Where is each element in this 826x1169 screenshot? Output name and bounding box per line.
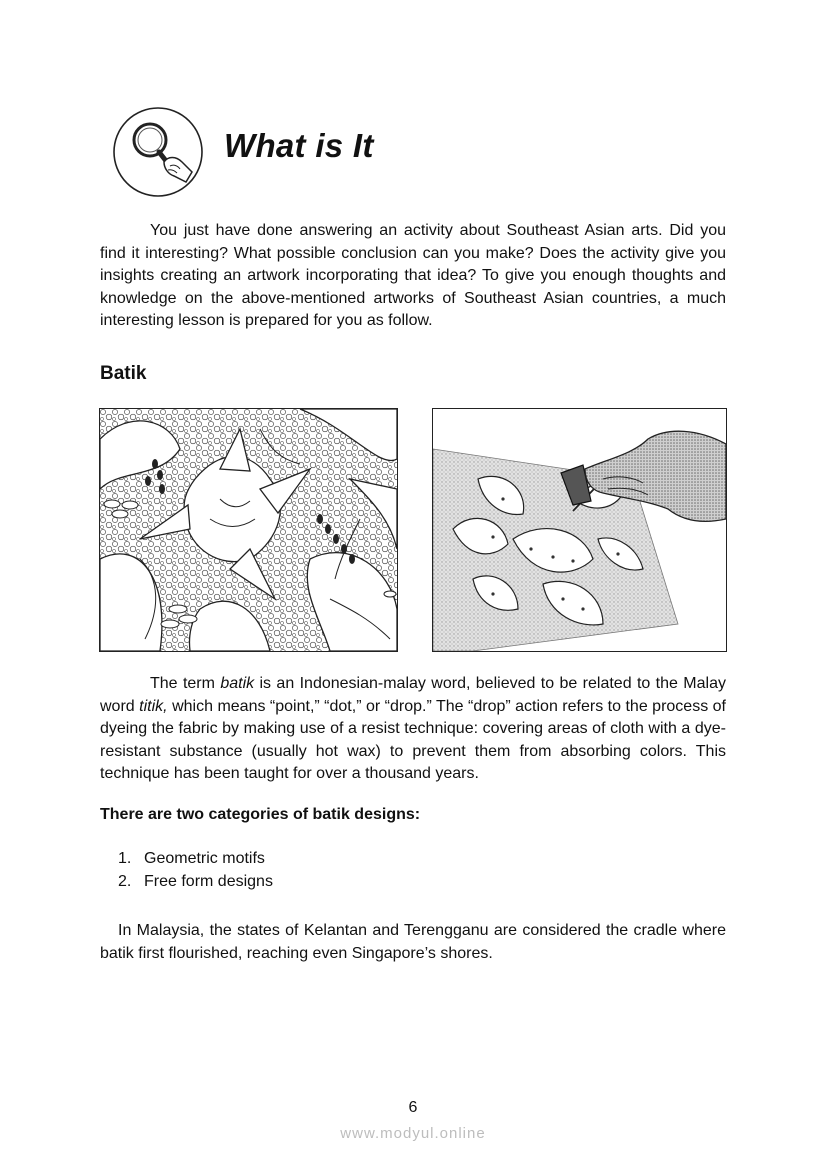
- definition-text-end: which means “point,” “dot,” or “drop.” The “drop” action refers to the process of dyeing the fabric by making use of a resist technique: covering areas of cloth with a dye-resistant substance (usually hot wax) to prevent them from absorbing colors. This technique has been taught for over a thousand years.: [100, 697, 727, 782]
- malaysia-paragraph: In Malaysia, the states of Kelantan and Terengganu are considered the cradle where batik first flourished, reaching even Singapore’s shores.: [100, 922, 726, 962]
- batik-definition-paragraph: [100, 673, 726, 786]
- page-number: 6: [408, 1099, 418, 1116]
- watermark: www.modyul.online: [340, 1125, 486, 1142]
- intro-paragraph: You just have done answering an activity about Southeast Asian arts. Did you find it interesting? What possible conclusion can you make? Does the activity give you insights creating an artwork incorporating that idea? To give you enough thoughts and knowledge on the above-mentioned artworks of Southeast Asian countries, a much interesting lesson is prepared for you as follow.: [100, 222, 726, 329]
- term-titik: titik,: [139, 697, 168, 715]
- term-batik: batik: [220, 675, 255, 692]
- list-item: [118, 873, 273, 891]
- batik-heading: Batik: [100, 363, 147, 384]
- definition-text-middle: is an Indonesian-malay word, believed to be related to the Malay word: [100, 675, 726, 715]
- list-item-number: 1.: [118, 850, 132, 867]
- categories-heading: There are two categories of batik designs:: [100, 806, 421, 823]
- definition-text-start: The term: [150, 675, 221, 692]
- magnifying-glass-hand-icon: [112, 106, 204, 198]
- list-item-label: Geometric motifs: [144, 850, 265, 867]
- list-item-number: 2.: [118, 873, 132, 890]
- section-title: What is It: [224, 127, 374, 164]
- batik-pattern-illustration: [99, 408, 398, 652]
- list-item: [118, 850, 265, 868]
- hand-applying-wax-illustration: [432, 408, 727, 652]
- list-item-label: Free form designs: [144, 873, 273, 890]
